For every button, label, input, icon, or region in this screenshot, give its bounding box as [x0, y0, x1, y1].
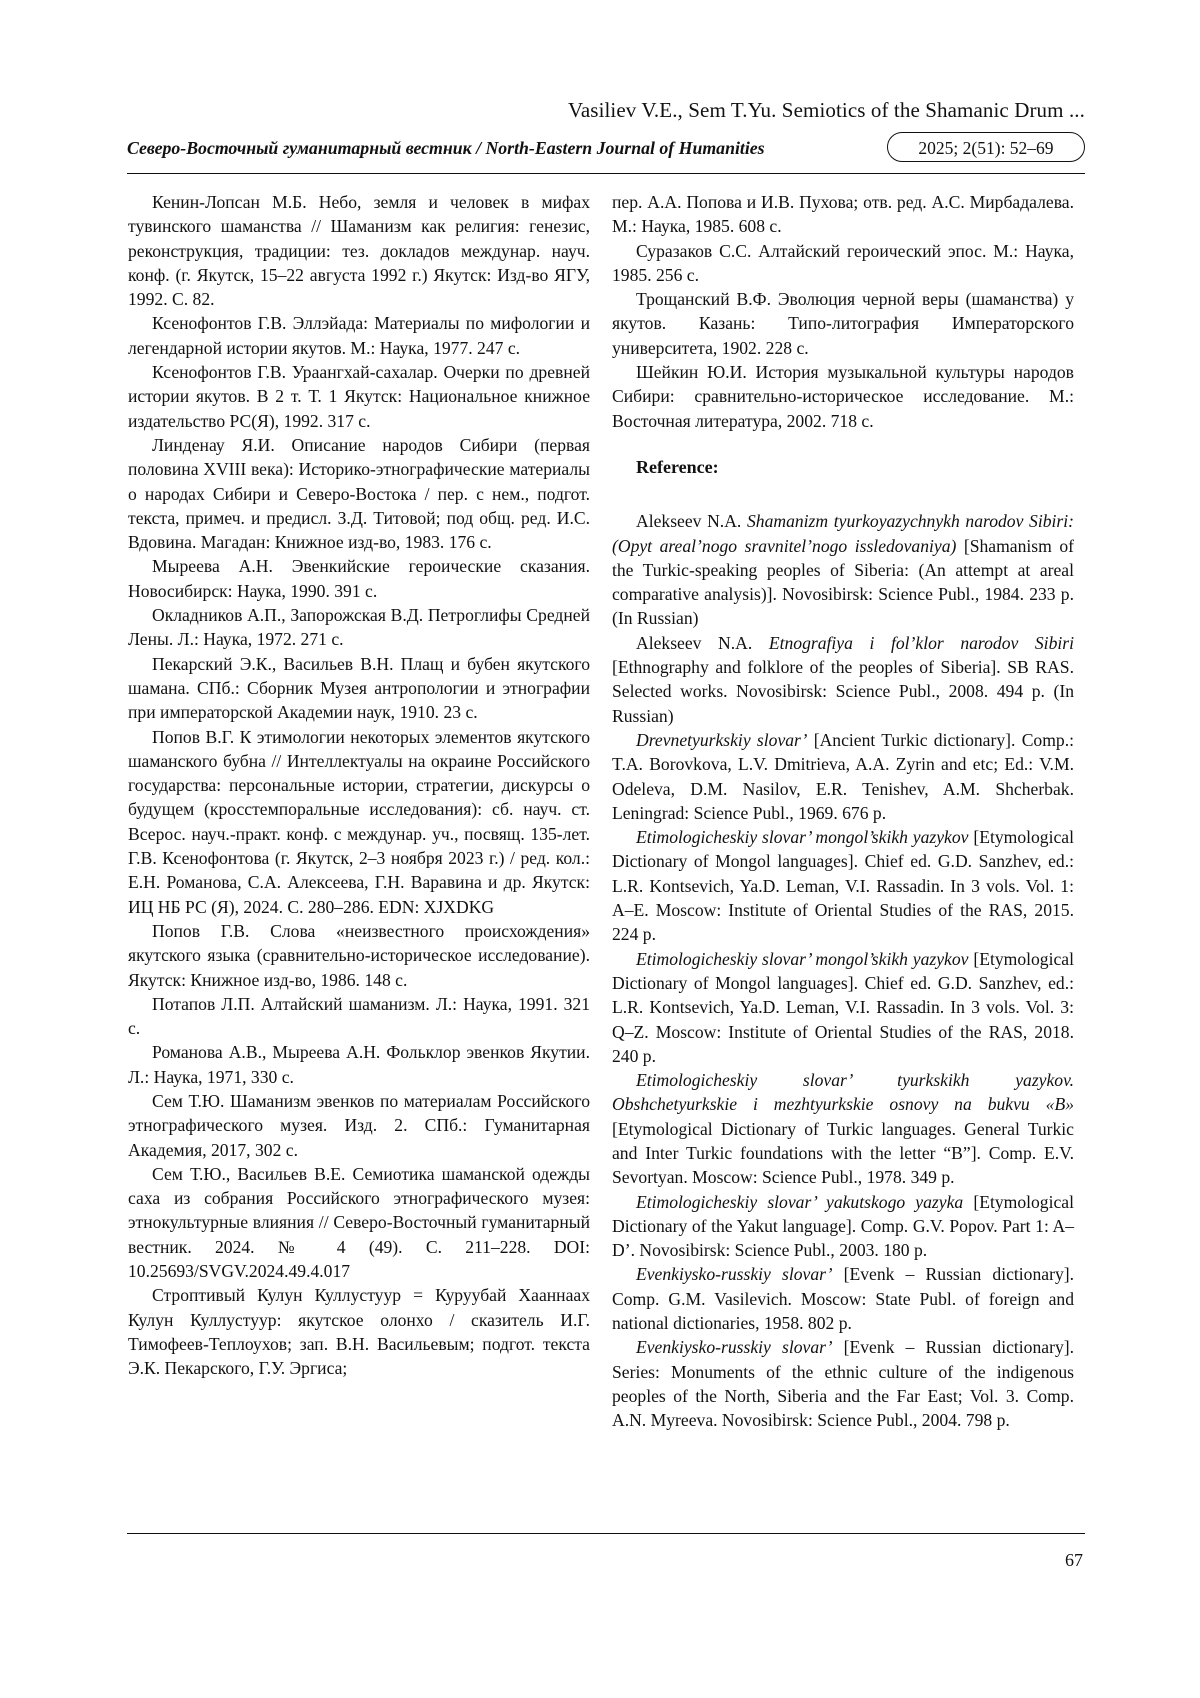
bibliography-entry: Шейкин Ю.И. История музыкальной культуры народов Сибири: сравнительно-историческое исследование. М.: Восточная литература, 2002. 718 с. — [612, 362, 1074, 431]
reference-details: [Etymological Dictionary of the Yakut language]. Comp. G.V. Popov. Part 1: A–D’. Novosibirsk: Science Publ., 2003. 180 p. — [612, 1191, 1074, 1261]
bibliography-entry: Потапов Л.П. Алтайский шаманизм. Л.: Наука, 1991. 321 с. — [128, 993, 590, 1039]
reference-details: [Ethnography and folklore of the peoples of Siberia]. SB RAS. Selected works. Novosibirsk: Science Publ., 2008. 494 p. (In Russian) — [612, 657, 1074, 726]
reference-title: Shamanizm tyurkoyazychnykh narodov Sibiri: (Opyt areal’nogo sravnitel’nogo issledovaniya) — [612, 511, 1075, 556]
bibliography-entry: Кенин-Лопсан М.Б. Небо, земля и человек в мифах тувинского шаманства // Шаманизм как религия: генезис, реконструкция, традиции: тез. докладов междунар. науч. конф. (г. Якутск, 15–22 августа 1992 г.) Якутск: Изд-во ЯГУ, 1992. С. 82. — [128, 192, 590, 310]
bibliography-entry: Линденау Я.И. Описание народов Сибири (первая половина XVIII века): Историко-этнографические материалы о народах Сибири и Северо-Востока / пер. с нем., подгот. текста, примеч. и предисл. З.Д. Титовой; под общ. ред. И.С. Вдовина. Магадан: Книжное изд-во, 1983. 176 с. — [128, 434, 590, 553]
reference-details: [Shamanism of the Turkic-speaking peoples of Siberia: (An attempt at areal comparative analysis)]. Novosibirsk: Science Publ., 1984. 233 p. (In Russian) — [612, 535, 1074, 629]
journal-title: Северо-Восточный гуманитарный вестник / North-Eastern Journal of Humanities — [127, 138, 765, 158]
running-title: Vasiliev V.E., Sem T.Yu. Semiotics of the Shamanic Drum ... — [567, 98, 1085, 122]
reference-title: Etimologicheskiy slovar’ mongol’skikh yazykov — [636, 948, 969, 969]
page-number: 67 — [1065, 1550, 1083, 1570]
journal-header — [127, 132, 1085, 168]
reference-details: [Etymological Dictionary of Turkic languages. General Turkic and Inter Turkic foundations with the letter “B”]. Comp. E.V. Sevortyan. Moscow: Science Publ., 1978. 349 p. — [612, 1118, 1074, 1188]
reference-details: [Evenk – Russian dictionary]. Comp. G.M. Vasilevich. Moscow: State Publ. of foreign and national dictionaries, 1958. 802 p. — [612, 1264, 1074, 1334]
bibliography-entry: Окладников А.П., Запорожская В.Д. Петроглифы Средней Лены. Л.: Наука, 1972. 271 с. — [128, 605, 590, 650]
reference-title: Drevnetyurkskiy slovar’ — [636, 729, 808, 750]
reference-entry — [612, 631, 1074, 728]
bibliography-entry: Строптивый Кулун Куллустуур = Куруубай Хааннаах Кулун Куллустуур: якутское олонхо / сказитель И.Г. Тимофеев-Теплоухов; зап. В.Н. Васильевым; подгот. текста Э.К. Пекарского, Г.У. Эргиса; — [128, 1285, 590, 1379]
footer-divider — [127, 1533, 1085, 1534]
bibliography-entry: Попов Г.В. Слова «неизвестного происхождения» якутского языка (сравнительно-историческое исследование). Якутск: Книжное изд-во, 1986. 148 с. — [128, 920, 590, 990]
reference-details: [Etymological Dictionary of Mongol languages]. Chief ed. G.D. Sanzhev, ed.: L.R. Kontsevich, Ya.D. Leman, V.I. Rassadin. In 3 vols. Vol. 1: A–E. Moscow: Institute of Oriental Studies of the RAS, 2015. 224 p. — [612, 827, 1074, 945]
reference-details: [Ancient Turkic dictionary]. Comp.: T.A. Borovkova, L.V. Dmitrieva, A.A. Zyrin and etc; Ed.: V.M. Odeleva, D.M. Nasilov, E.R. Tenishev, A.M. Shcherbak. Leningrad: Science Publ., 1969. 676 p. — [612, 729, 1074, 823]
bibliography-entry: Ксенофонтов Г.В. Эллэйада: Материалы по мифологии и легендарной истории якутов. М.: Наука, 1977. 247 с. — [128, 313, 590, 358]
reference-title: Etnografiya i fol’klor narodov Sibiri — [768, 632, 1074, 653]
reference-entry — [612, 509, 1074, 630]
reference-title: Etimologicheskiy slovar’ mongol’skikh yazykov — [636, 827, 969, 848]
issue-badge: 2025; 2(51): 52–69 — [887, 132, 1085, 162]
reference-title: Etimologicheskiy slovar’ tyurkskikh yazykov. Obshchetyurkskie i mezhtyurkskie osnovy na bukvu «B» — [612, 1070, 1074, 1115]
reference-entry — [612, 1262, 1074, 1335]
bibliography-entry: Романова А.В., Мыреева А.Н. Фольклор эвенков Якутии. Л.: Наука, 1971, 330 с. — [128, 1042, 590, 1087]
reference-title: Evenkiysko-russkiy slovar’ — [636, 1264, 833, 1285]
reference-title: Etimologicheskiy slovar’ yakutskogo yazyka — [636, 1191, 964, 1212]
bibliography-entry: Ксенофонтов Г.В. Ураангхай-сахалар. Очерки по древней истории якутов. В 2 т. Т. 1 Якутск: Национальное книжное издательство РС(Я), 1992. 317 с. — [128, 362, 590, 431]
header-divider — [127, 173, 1085, 174]
reference-entry — [612, 947, 1074, 1068]
reference-author: Alekseev N.A. — [636, 511, 747, 532]
right-column — [612, 190, 1074, 1433]
bibliography-entry-continued: пер. А.А. Попова и И.В. Пухова; отв. ред. А.С. Мирбадалева. М.: Наука, 1985. 608 с. — [612, 192, 1074, 237]
reference-entry — [612, 1190, 1074, 1263]
reference-heading: Reference: — [636, 456, 719, 477]
left-column — [128, 190, 590, 1381]
bibliography-entry: Суразаков С.С. Алтайский героический эпос. М.: Наука, 1985. 256 с. — [612, 240, 1074, 285]
reference-details: [Etymological Dictionary of Mongol languages]. Chief ed. G.D. Sanzhev, ed.: L.R. Kontsevich, Ya.D. Leman, V.I. Rassadin. In 3 vols. Vol. 3: Q–Z. Moscow: Institute of Oriental Studies of the RAS, 2018. 240 p. — [612, 948, 1074, 1066]
reference-entry — [612, 825, 1074, 946]
reference-entry — [612, 728, 1074, 825]
reference-details: [Evenk – Russian dictionary]. Series: Monuments of the ethnic culture of the indigenous peoples of the North, Siberia and the Far East; Vol. 3. Comp. A.N. Myreeva. Novosibirsk: Science Publ., 2004. 798 p. — [612, 1337, 1074, 1431]
reference-title: Evenkiysko-russkiy slovar’ — [636, 1337, 833, 1358]
reference-entry — [612, 1068, 1074, 1189]
bibliography-entry: Трощанский В.Ф. Эволюция черной веры (шаманства) у якутов. Казань: Типо-литография Императорского университета, 1902. 228 с. — [612, 289, 1074, 358]
reference-author: Alekseev N.A. — [636, 632, 769, 653]
bibliography-entry: Пекарский Э.К., Васильев В.Н. Плащ и бубен якутского шамана. СПб.: Сборник Музея антропологии и этнографии при императорской Академии наук, 1910. 23 с. — [128, 653, 590, 723]
bibliography-entry: Сем Т.Ю., Васильев В.Е. Семиотика шаманской одежды саха из собрания Российского этнографического музея: этнокультурные влияния // Северо-Восточный гуманитарный вестник. 2024. № 4 (49). С. 211–228. DOI: 10.25693/SVGV.2024.49.4.017 — [128, 1163, 590, 1282]
bibliography-entry: Попов В.Г. К этимологии некоторых элементов якутского шаманского бубна // Интеллектуалы на окраине Российского государства: персональные истории, стратегии, дискурсы о будущем (кросстемпоральные исследования): сб. науч. ст. Всерос. науч.-практ. конф. с междунар. уч., посвящ. 135-лет. Г.В. Ксенофонтова (г. Якутск, 2–3 ноября 2023 г.) / ред. кол.: Е.Н. Романова, С.А. Алексеева, Г.Н. Варавина и др. Якутск: ИЦ НБ РС (Я), 2024. С. 280–286. EDN: XJXDKG — [128, 726, 590, 917]
bibliography-entry: Мыреева А.Н. Эвенкийские героические сказания. Новосибирск: Наука, 1990. 391 с. — [128, 556, 590, 601]
bibliography-entry: Сем Т.Ю. Шаманизм эвенков по материалам Российского этнографического музея. Изд. 2. СПб.: Гуманитарная Академия, 2017, 302 с. — [128, 1090, 590, 1160]
reference-entry — [612, 1335, 1074, 1432]
